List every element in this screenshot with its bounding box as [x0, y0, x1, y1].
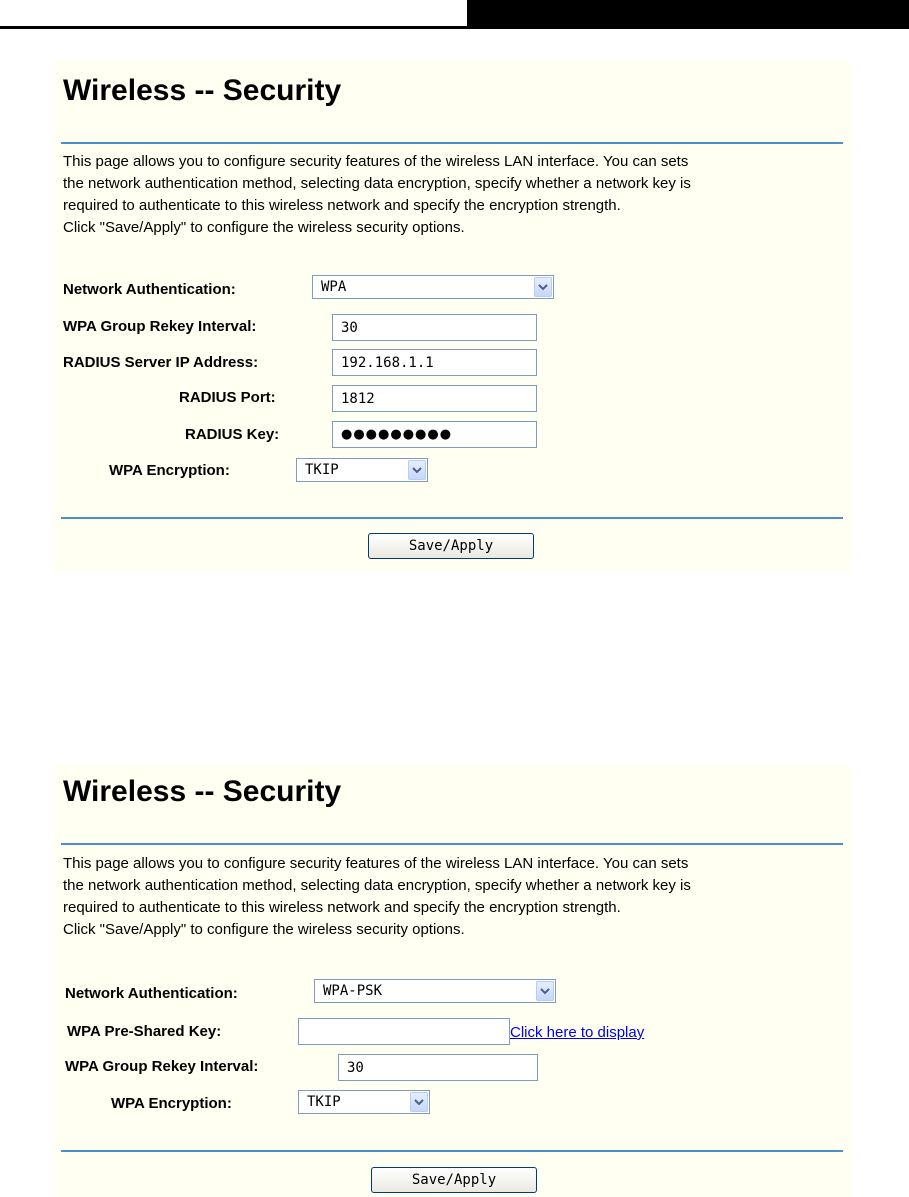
network-auth-label: Network Authentication: [63, 281, 236, 298]
wpa-encryption-value: TKIP [305, 462, 339, 478]
description-line: required to authenticate to this wireless network and specify the encryption strength. [63, 197, 621, 214]
radius-key-input[interactable] [332, 421, 537, 448]
wpa-encryption-select[interactable] [298, 1090, 430, 1114]
psk-input[interactable] [298, 1018, 510, 1045]
header-rule [0, 26, 909, 29]
rekey-interval-label: WPA Group Rekey Interval: [65, 1058, 259, 1075]
description-line: the network authentication method, selecting data encryption, specify whether a network key is [63, 877, 691, 894]
page-description [63, 853, 848, 941]
chevron-down-icon[interactable] [410, 1092, 428, 1112]
wpa-encryption-label: WPA Encryption: [111, 1095, 232, 1112]
radius-port-label: RADIUS Port: [179, 389, 276, 406]
chevron-down-icon[interactable] [534, 277, 552, 297]
rekey-interval-label: WPA Group Rekey Interval: [63, 318, 257, 335]
rekey-interval-input[interactable] [338, 1054, 538, 1081]
footer-divider [61, 517, 843, 519]
description-line: This page allows you to configure security features of the wireless LAN interface. You can sets [63, 855, 689, 872]
network-auth-label: Network Authentication: [65, 985, 238, 1002]
network-auth-select[interactable] [314, 979, 556, 1003]
rekey-interval-input[interactable] [332, 314, 537, 341]
description-line: This page allows you to configure security features of the wireless LAN interface. You can sets [63, 153, 689, 170]
radius-key-label: RADIUS Key: [185, 426, 280, 443]
title-divider [61, 142, 843, 144]
network-auth-value: WPA-PSK [323, 983, 383, 999]
wpa-security-panel [54, 60, 851, 572]
psk-label: WPA Pre-Shared Key: [67, 1023, 222, 1040]
wpa-encryption-select[interactable] [296, 458, 428, 482]
footer-divider [61, 1150, 843, 1152]
description-line: the network authentication method, selecting data encryption, specify whether a network key is [63, 175, 691, 192]
network-auth-value: WPA [321, 279, 347, 295]
radius-ip-label: RADIUS Server IP Address: [63, 354, 259, 371]
chevron-down-icon[interactable] [536, 981, 554, 1001]
description-line: Click "Save/Apply" to configure the wireless security options. [63, 921, 465, 938]
network-auth-select[interactable] [312, 275, 554, 299]
save-apply-button[interactable]: Save/Apply [368, 533, 534, 559]
chevron-down-icon[interactable] [408, 460, 426, 480]
header-black-bar [467, 0, 909, 26]
wpa-encryption-label: WPA Encryption: [109, 462, 230, 479]
save-apply-button[interactable]: Save/Apply [371, 1167, 537, 1193]
wpa-psk-security-panel [54, 765, 851, 1197]
page-description [63, 151, 848, 239]
title-divider [61, 843, 843, 845]
click-here-to-display-link[interactable]: Click here to display [510, 1024, 645, 1041]
description-line: Click "Save/Apply" to configure the wireless security options. [63, 219, 465, 236]
description-line: required to authenticate to this wireless network and specify the encryption strength. [63, 899, 621, 916]
wpa-encryption-value: TKIP [307, 1094, 341, 1110]
page-title: Wireless -- Security [63, 775, 342, 808]
page-title: Wireless -- Security [63, 74, 342, 107]
radius-ip-input[interactable] [332, 349, 537, 376]
radius-port-input[interactable] [332, 385, 537, 412]
